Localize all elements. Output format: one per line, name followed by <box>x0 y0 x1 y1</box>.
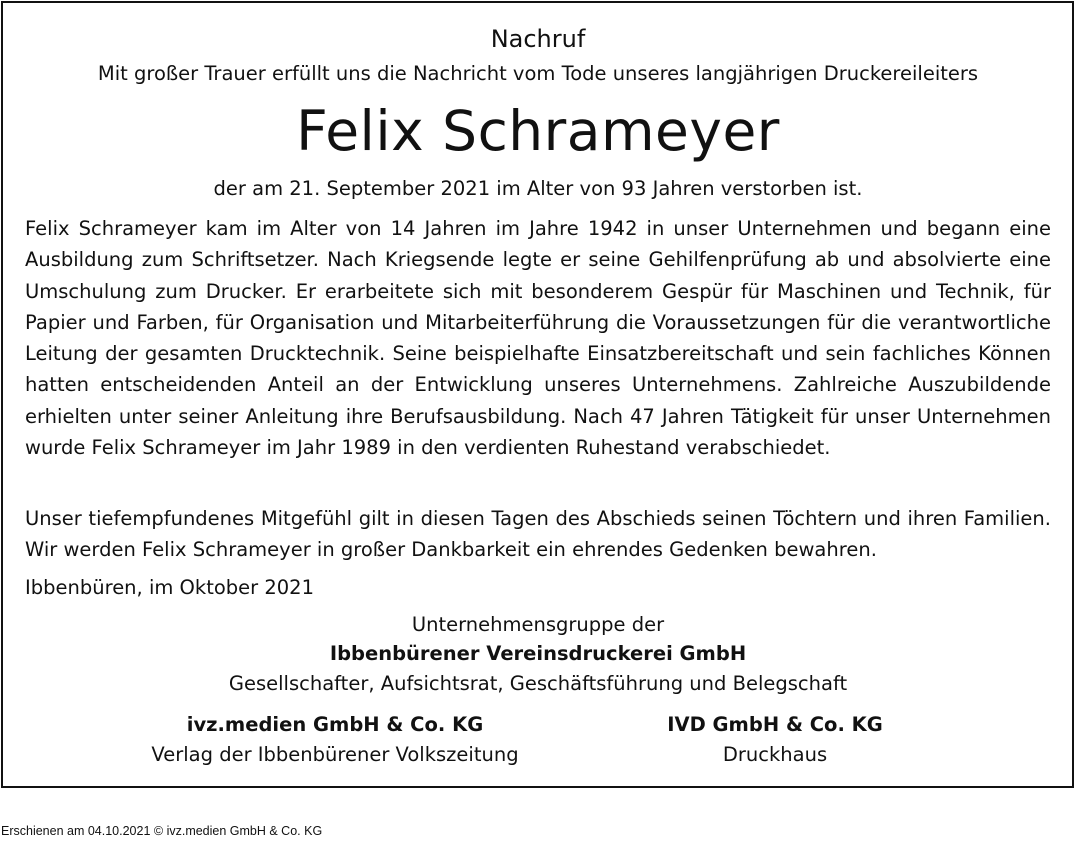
death-line: der am 21. September 2021 im Alter von 93 Jahren verstorben ist. <box>213 177 863 200</box>
group-members: Gesellschafter, Aufsichtsrat, Geschäftsführung und Belegschaft <box>228 672 848 695</box>
notice-heading: Nachruf <box>490 25 586 53</box>
company-description: Verlag der Ibbenbürener Volkszeitung <box>151 743 519 766</box>
publication-footer: Erschienen am 04.10.2021 © ivz.medien GmbH & Co. KG <box>1 824 323 838</box>
condolence-paragraph: Unser tiefempfundenes Mitgefühl gilt in diesen Tagen des Abschieds seinen Töchtern und ihren Familien. Wir werden Felix Schrameyer in großer Dankbarkeit ein ehrendes Gedenken bewahren. <box>25 507 1051 562</box>
place-date: Ibbenbüren, im Oktober 2021 <box>25 576 314 599</box>
group-name: Ibbenbürener Vereinsdruckerei GmbH <box>329 642 747 665</box>
company-name: IVD GmbH & Co. KG <box>667 713 883 736</box>
deceased-name: Felix Schrameyer <box>296 99 780 163</box>
notice-subtitle: Mit großer Trauer erfüllt uns die Nachricht vom Tode unseres langjährigen Druckereileiters <box>97 62 979 85</box>
obituary-notice <box>1 1 1074 788</box>
company-name: ivz.medien GmbH & Co. KG <box>186 713 484 736</box>
company-ivz <box>105 710 565 770</box>
group-label: Unternehmensgruppe der <box>411 613 665 636</box>
company-ivd <box>545 710 1005 770</box>
company-description: Druckhaus <box>722 743 828 766</box>
biography-paragraph: Felix Schrameyer kam im Alter von 14 Jahren im Jahre 1942 in unser Unternehmen und begann eine Ausbildung zum Schriftsetzer. Nach Kriegsende legte er seine Gehilfenprüfung ab und absolvierte eine Umschulung zum Drucker. Er erarbeitete sich mit besonderem Gespür für Maschinen und Technik, für Papier und Farben, für Organisation und Mitarbeiterführung die Voraussetzungen für die verantwortliche Leitung der gesamten Drucktechnik. Seine beispielhafte Einsatzbereitschaft und sein fachliches Können hatten entscheidenden Anteil an der Entwicklung unseres Unternehmens. Zahlreiche Auszubildende erhielten unter seiner Anleitung ihre Berufsausbildung. Nach 47 Jahren Tätigkeit für unser Unternehmen wurde Felix Schrameyer im Jahr 1989 in den verdienten Ruhestand verabschiedet. <box>25 217 1051 460</box>
